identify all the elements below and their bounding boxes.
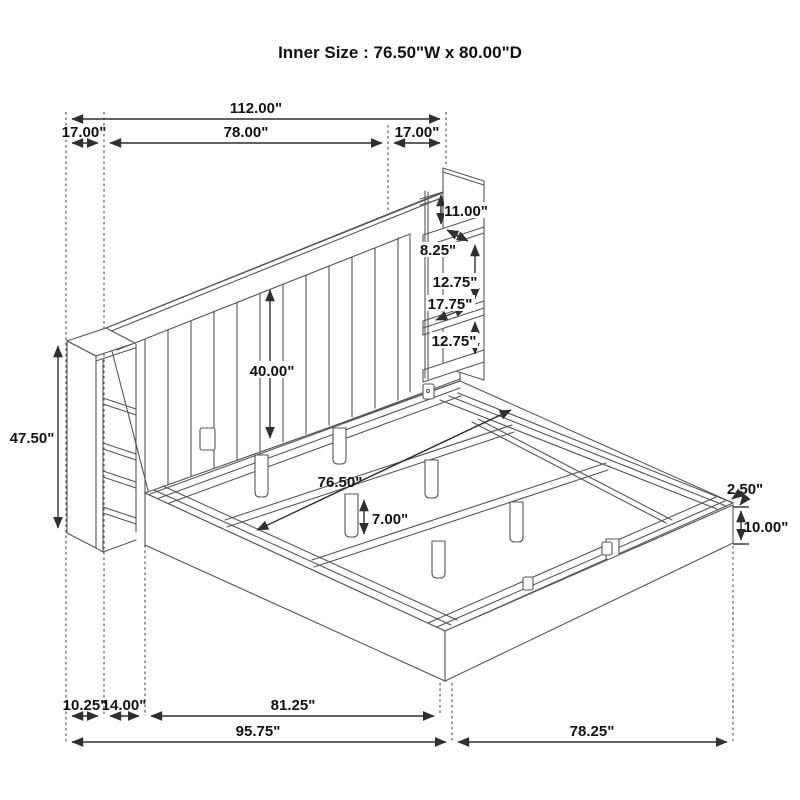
- dim-overall-width: 112.00": [229, 100, 283, 117]
- dim-rail-height: 10.00": [743, 519, 789, 536]
- dim-inner-width: 76.50": [317, 474, 363, 491]
- dim-left-pier-width: 17.00": [61, 124, 107, 141]
- dim-top-shelf-height: 11.00": [444, 203, 488, 220]
- dim-pier-height: 47.50": [9, 430, 55, 447]
- page-title: Inner Size : 76.50"W x 80.00"D: [278, 43, 522, 62]
- dim-overall-depth: 95.75": [235, 723, 281, 740]
- dim-rail-lip: 2.50": [726, 481, 764, 498]
- dim-frame-depth: 81.25": [270, 697, 316, 714]
- dim-shelf-depth-top: 8.25": [419, 242, 457, 259]
- dim-bottom-shelf-height: 12.75": [431, 333, 477, 350]
- dim-middle-shelf-height: 12.75": [432, 274, 478, 291]
- dim-pier-depth: 10.25": [62, 697, 108, 714]
- dim-headboard-depth: 14.00": [101, 697, 147, 714]
- dim-right-pier-width: 17.00": [394, 124, 440, 141]
- dim-shelf-depth-middle: 17.75": [427, 296, 473, 313]
- dim-headboard-width: 78.00": [223, 124, 269, 141]
- dim-headboard-height: 40.00": [249, 363, 295, 380]
- left-pier-side-panel: [67, 341, 96, 548]
- dim-leg-height: 7.00": [371, 511, 409, 528]
- dim-bed-side-depth: 78.25": [569, 723, 615, 740]
